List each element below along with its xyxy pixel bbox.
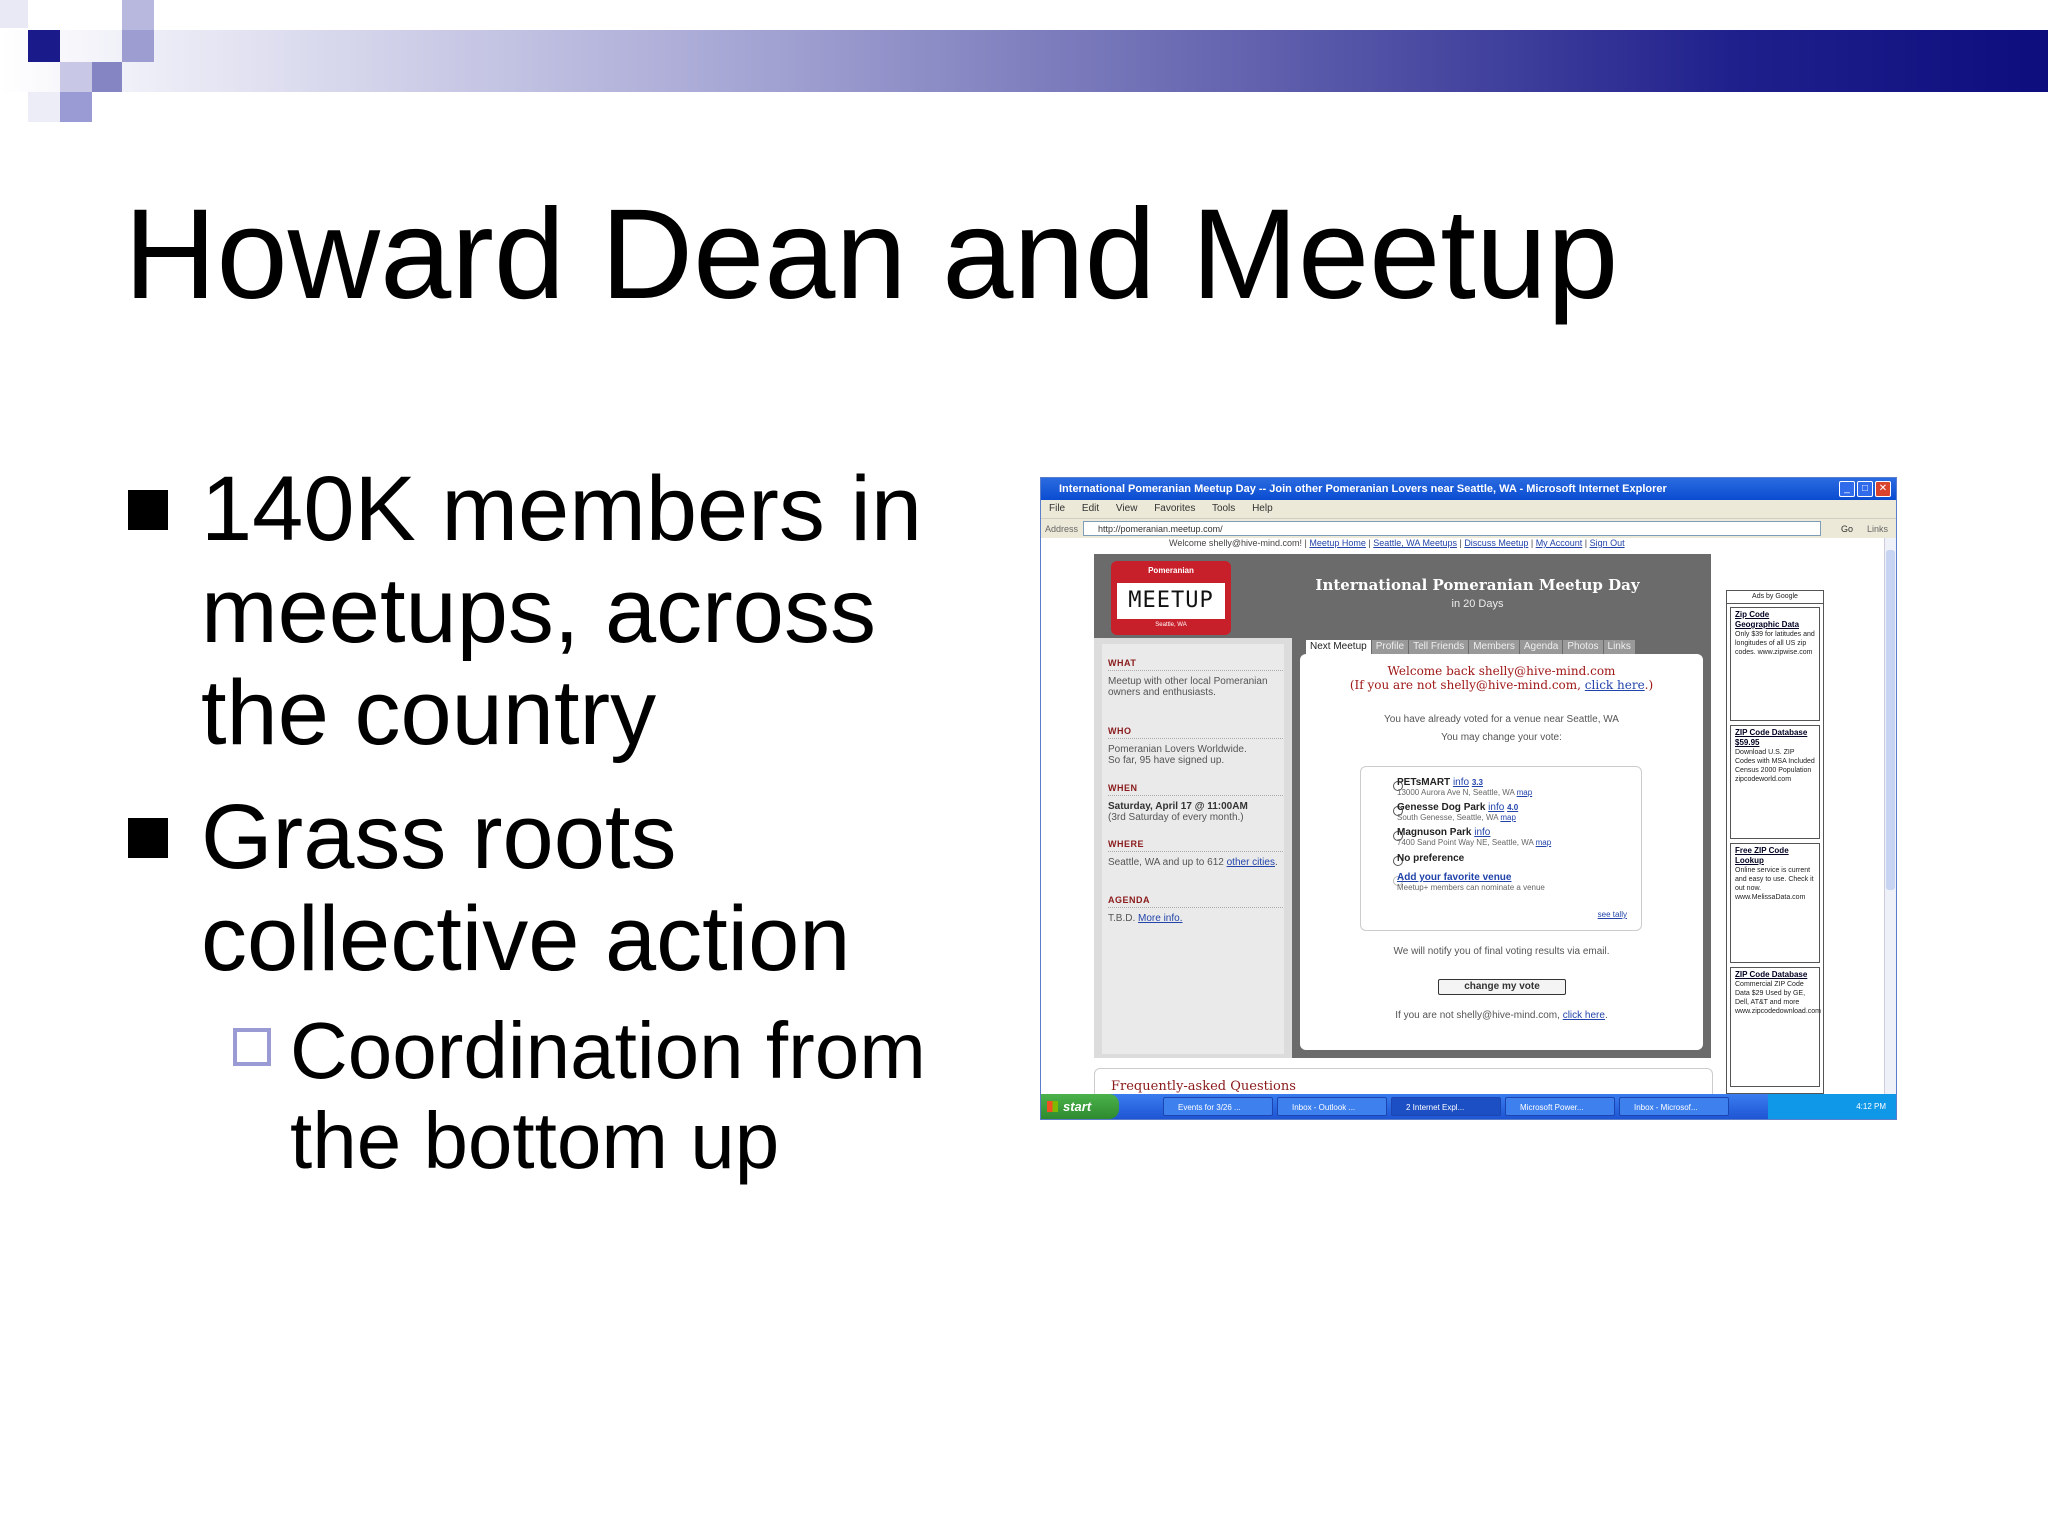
top-links: Welcome shelly@hive-mind.com! | Meetup Home | Seattle, WA Meetups | Discuss Meetup | My Account | Sign Out bbox=[1169, 538, 1625, 548]
event-sidebar bbox=[1094, 638, 1292, 1058]
sub-bullet-text bbox=[290, 1006, 926, 1186]
bottom-click-here-link[interactable]: click here bbox=[1562, 1010, 1605, 1021]
system-tray bbox=[1768, 1094, 1896, 1119]
venue-option bbox=[1397, 802, 1518, 822]
address-value: http://pomeranian.meetup.com/ bbox=[1098, 524, 1223, 534]
venue-info-link[interactable]: info bbox=[1488, 802, 1505, 813]
what-label: WHAT bbox=[1108, 658, 1137, 668]
see-tally-link[interactable]: see tally bbox=[1597, 910, 1627, 919]
taskbar-item[interactable]: 2 Internet Expl... bbox=[1391, 1097, 1501, 1116]
ad-body: Download U.S. ZIP Codes with MSA Included Census 2000 Population zipcodeworld.com bbox=[1735, 749, 1815, 783]
sidebar-panel bbox=[1102, 644, 1284, 1054]
menu-item[interactable]: Tools bbox=[1211, 503, 1236, 514]
welcome-prefix: Welcome shelly@hive-mind.com! | bbox=[1169, 538, 1307, 548]
venue-address: 13000 Aurora Ave N, Seattle, WA bbox=[1397, 788, 1515, 797]
where-text: Seattle, WA and up to 612 bbox=[1108, 857, 1224, 868]
venue-info-link[interactable]: info bbox=[1474, 827, 1491, 838]
divider bbox=[1108, 670, 1283, 671]
ad-item[interactable] bbox=[1730, 967, 1820, 1087]
links-label[interactable]: Links bbox=[1867, 524, 1889, 534]
divider bbox=[1108, 795, 1283, 796]
bullet-marker bbox=[128, 490, 168, 530]
taskbar-item[interactable]: Inbox - Outlook ... bbox=[1277, 1097, 1387, 1116]
meetup-main-panel bbox=[1292, 638, 1711, 1058]
header-subtitle: in 20 Days bbox=[1451, 598, 1504, 610]
decor-square bbox=[60, 92, 92, 122]
tab-links[interactable]: Links bbox=[1604, 640, 1635, 654]
bullet-line: meetups, across bbox=[201, 560, 876, 662]
bullet-line: the country bbox=[201, 662, 657, 764]
bullet-line: collective action bbox=[201, 888, 851, 990]
divider bbox=[1108, 738, 1283, 739]
who-text: Pomeranian Lovers Worldwide. bbox=[1108, 744, 1247, 755]
link-sign-out[interactable]: Sign Out bbox=[1589, 538, 1625, 548]
clock[interactable]: 4:12 PM bbox=[1856, 1102, 1886, 1111]
when-sub: (3rd Saturday of every month.) bbox=[1108, 812, 1244, 823]
decor-square bbox=[60, 62, 92, 92]
taskbar-item[interactable]: Microsoft Power... bbox=[1505, 1097, 1615, 1116]
ad-title: ZIP Code Database bbox=[1735, 970, 1808, 979]
link-discuss-meetup[interactable]: Discuss Meetup bbox=[1464, 538, 1529, 548]
logo-word: MEETUP bbox=[1128, 588, 1214, 613]
bottom-not-you: If you are not shelly@hive-mind.com, click here. bbox=[1395, 1010, 1608, 1021]
change-vote-button[interactable]: change my vote bbox=[1438, 979, 1566, 995]
menu-item[interactable]: Edit bbox=[1081, 503, 1100, 514]
venue-box bbox=[1360, 766, 1642, 931]
title-band bbox=[0, 30, 2048, 92]
bullet-marker bbox=[128, 818, 168, 858]
divider bbox=[1108, 907, 1283, 908]
tab-bar bbox=[1306, 640, 1636, 654]
close-icon[interactable]: ✕ bbox=[1875, 481, 1891, 497]
what-text: Meetup with other local Pomeranian owners and enthusiasts. bbox=[1108, 676, 1268, 698]
decor-square bbox=[122, 30, 154, 62]
link-meetup-home[interactable]: Meetup Home bbox=[1309, 538, 1366, 548]
bullet-line: Grass roots bbox=[201, 786, 677, 888]
venue-score: 3.3 bbox=[1471, 778, 1483, 787]
maximize-icon[interactable]: □ bbox=[1857, 481, 1873, 497]
meetup-header bbox=[1094, 554, 1711, 638]
vertical-scrollbar[interactable] bbox=[1884, 538, 1896, 1094]
link-seattle-meetups[interactable]: Seattle, WA Meetups bbox=[1373, 538, 1457, 548]
venue-info-link[interactable]: info bbox=[1452, 777, 1470, 788]
start-button[interactable] bbox=[1041, 1094, 1119, 1119]
minimize-icon[interactable]: _ bbox=[1839, 481, 1855, 497]
faq-title: Frequently-asked Questions bbox=[1111, 1079, 1296, 1094]
add-venue-block bbox=[1397, 872, 1545, 892]
bullet-text bbox=[201, 786, 850, 990]
start-label: start bbox=[1063, 1099, 1092, 1114]
menu-item[interactable]: File bbox=[1049, 503, 1066, 514]
google-ads bbox=[1726, 590, 1824, 1094]
slide-title: Howard Dean and Meetup bbox=[124, 183, 1619, 326]
ad-body: Only $39 for latitudes and longitudes of all US zip codes. www.zipwise.com bbox=[1735, 631, 1815, 656]
when-label: WHEN bbox=[1108, 783, 1138, 793]
agenda-text: T.B.D. bbox=[1108, 913, 1136, 924]
ad-item[interactable] bbox=[1730, 725, 1820, 839]
venue-option bbox=[1397, 853, 1464, 864]
logo-nametag bbox=[1117, 583, 1225, 619]
logo-top: Pomeranian bbox=[1148, 566, 1194, 575]
venue-name: Genesse Dog Park bbox=[1397, 802, 1486, 813]
venue-option bbox=[1397, 827, 1551, 847]
menu-item[interactable]: Help bbox=[1252, 503, 1273, 514]
venue-name: Magnuson Park bbox=[1397, 827, 1472, 838]
address-input[interactable] bbox=[1083, 521, 1821, 536]
venue-score: 4.0 bbox=[1507, 803, 1519, 812]
venue-map-link[interactable]: map bbox=[1535, 838, 1552, 847]
menu-item[interactable]: View bbox=[1115, 503, 1138, 514]
go-button[interactable]: Go bbox=[1841, 524, 1854, 534]
window-titlebar bbox=[1041, 478, 1896, 500]
ad-body: Commercial ZIP Code Data $29 Used by GE, Dell, AT&T and more www.zipcodedownload.com bbox=[1735, 981, 1821, 1015]
decor-square bbox=[122, 0, 154, 30]
decor-square bbox=[28, 30, 60, 62]
voted-text: You have already voted for a venue near Seattle, WA bbox=[1384, 714, 1619, 725]
venue-address: South Genesse, Seattle, WA bbox=[1397, 813, 1499, 822]
where-label: WHERE bbox=[1108, 839, 1144, 849]
bottom-not-you-text: If you are not shelly@hive-mind.com, bbox=[1395, 1010, 1560, 1021]
address-bar bbox=[1041, 518, 1896, 538]
agenda-label: AGENDA bbox=[1108, 895, 1151, 905]
ad-title: ZIP Code Database $59.95 bbox=[1735, 728, 1808, 747]
window-title: International Pomeranian Meetup Day -- Join other Pomeranian Lovers near Seattle, WA - Microsoft Internet Explorer bbox=[1059, 483, 1667, 495]
windows-taskbar bbox=[1041, 1094, 1896, 1119]
notify-text: We will notify you of final voting results via email. bbox=[1393, 946, 1610, 957]
windows-logo-icon bbox=[1047, 1101, 1058, 1112]
bullet-line: 140K members in bbox=[201, 458, 922, 560]
change-text: You may change your vote: bbox=[1441, 732, 1562, 743]
ad-item[interactable] bbox=[1730, 843, 1820, 963]
sub-bullet-marker bbox=[233, 1028, 271, 1066]
tab-agenda[interactable]: Agenda bbox=[1520, 640, 1562, 654]
not-you-text: (If you are not shelly@hive-mind.com, bbox=[1349, 678, 1581, 692]
bullet-text bbox=[201, 458, 922, 764]
who-count: So far, 95 have signed up. bbox=[1108, 755, 1225, 766]
header-title: International Pomeranian Meetup Day bbox=[1315, 576, 1640, 594]
decor-square bbox=[28, 92, 60, 122]
where-block: Seattle, WA and up to 612 other cities. bbox=[1108, 857, 1278, 868]
add-venue-link[interactable]: Add your favorite venue bbox=[1397, 872, 1512, 883]
meetup-logo bbox=[1111, 561, 1231, 635]
divider bbox=[1108, 851, 1283, 852]
not-you-line: (If you are not shelly@hive-mind.com, click here.) bbox=[1349, 678, 1654, 692]
welcome-back: Welcome back shelly@hive-mind.com bbox=[1387, 664, 1616, 678]
decor-square bbox=[92, 62, 122, 92]
logo-bottom: Seattle, WA bbox=[1155, 622, 1187, 628]
venue-name: No preference bbox=[1397, 853, 1465, 864]
venue-name: PETsMART bbox=[1397, 777, 1451, 788]
bullet-line: the bottom up bbox=[290, 1096, 780, 1185]
taskbar-item[interactable]: Inbox - Microsof... bbox=[1619, 1097, 1729, 1116]
ad-title: Free ZIP Code Lookup bbox=[1735, 846, 1789, 865]
ad-item[interactable] bbox=[1730, 607, 1820, 721]
venue-map-link[interactable]: map bbox=[1500, 813, 1516, 822]
scrollbar-thumb[interactable] bbox=[1886, 550, 1895, 890]
ad-body: Online service is current and easy to use. Check it out now. www.MelissaData.com bbox=[1735, 867, 1814, 901]
when-text: Saturday, April 17 @ 11:00AM bbox=[1108, 801, 1248, 812]
tab-tell-friends[interactable]: Tell Friends bbox=[1409, 640, 1468, 654]
bullet-line: Coordination from bbox=[290, 1006, 926, 1095]
tab-members[interactable]: Members bbox=[1469, 640, 1519, 654]
agenda-block bbox=[1108, 913, 1288, 924]
add-venue-note: Meetup+ members can nominate a venue bbox=[1397, 883, 1545, 892]
link-my-account[interactable]: My Account bbox=[1535, 538, 1583, 548]
address-label: Address bbox=[1045, 524, 1079, 534]
decor-square bbox=[0, 0, 28, 28]
ad-title: Zip Code Geographic Data bbox=[1735, 610, 1800, 629]
who-label: WHO bbox=[1108, 726, 1132, 736]
web-page bbox=[1041, 538, 1884, 1094]
click-here-link[interactable]: click here bbox=[1584, 678, 1645, 692]
ads-header: Ads by Google bbox=[1727, 591, 1823, 604]
tab-photos[interactable]: Photos bbox=[1563, 640, 1602, 654]
venue-option bbox=[1397, 777, 1532, 797]
more-info-link[interactable]: More info. bbox=[1138, 913, 1183, 924]
venue-address: 7400 Sand Point Way NE, Seattle, WA bbox=[1397, 838, 1534, 847]
tab-next-meetup[interactable]: Next Meetup bbox=[1306, 640, 1371, 654]
menu-item[interactable]: Favorites bbox=[1154, 503, 1196, 514]
vote-card bbox=[1300, 654, 1703, 1050]
browser-screenshot bbox=[1040, 477, 1897, 1120]
taskbar-item[interactable]: Events for 3/26 ... bbox=[1163, 1097, 1273, 1116]
menu-bar bbox=[1041, 500, 1896, 518]
other-cities-link[interactable]: other cities bbox=[1226, 857, 1275, 868]
tab-profile[interactable]: Profile bbox=[1372, 640, 1408, 654]
venue-map-link[interactable]: map bbox=[1516, 788, 1533, 797]
